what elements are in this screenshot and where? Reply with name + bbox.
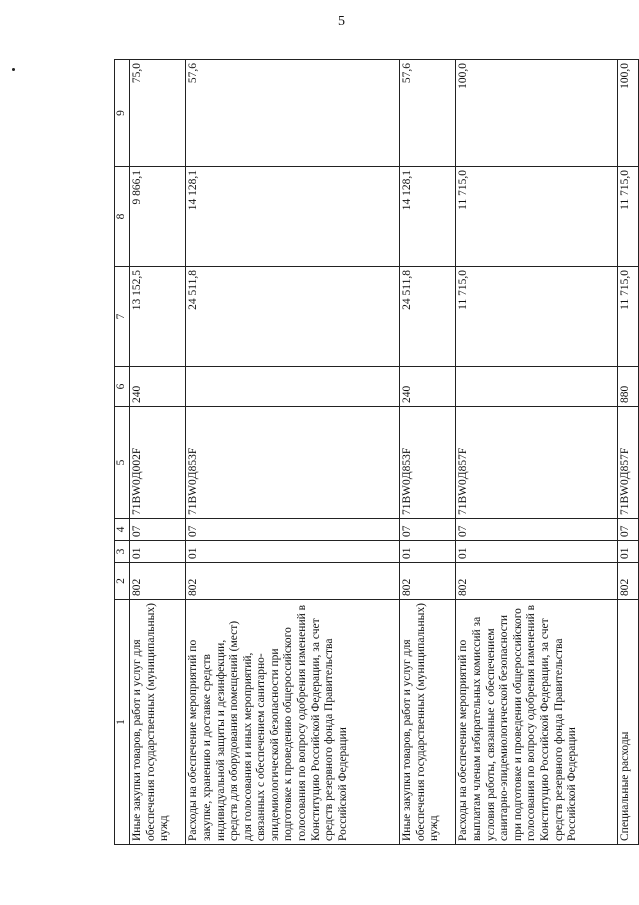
description-cell: Расходы на обеспечение мероприятий по закупке, хранению и доставке средств индивидуальной защиты и дезинфекции, средств для оборудования помещений (мест) для голосования и иных мероприятий, связанных с обеспечением санитарно-эпидемиологической безопасности при подготовке к проведению общероссийского голосования по вопросу одобрения изменений в Конституцию Российской Федерации, за счет средств резервного фонда Правительства Российской Федерации: [186, 600, 400, 845]
section-cell: 01: [186, 541, 400, 563]
expense-type-cell: 880: [617, 367, 638, 407]
table-row: [130, 60, 186, 845]
header-cell: 4: [115, 519, 130, 541]
header-cell: 7: [115, 267, 130, 367]
budget-table: [114, 59, 639, 845]
target-article-cell: 71BW0Д853F: [400, 407, 456, 519]
section-cell: 01: [617, 541, 638, 563]
page-number: 5: [338, 14, 345, 29]
percent-cell: 100,0: [617, 60, 638, 167]
section-cell: 01: [456, 541, 617, 563]
subsection-cell: 07: [130, 519, 186, 541]
planned-amount-cell: 11 715,0: [617, 267, 638, 367]
table-row: [456, 60, 617, 845]
description-cell: Расходы на обеспечение мероприятий по выплатам членам избирательных комиссий за условия работы, связанные с обеспечением санитарно-эпидемиологической безопасности при подготовке и проведении общероссийского голосования по вопросу одобрения изменений в Конституцию Российской Федерации, за счет средств резервного фонда Правительства Российской Федерации: [456, 600, 617, 845]
ministry-code-cell: 802: [130, 563, 186, 600]
subsection-cell: 07: [456, 519, 617, 541]
header-cell: 3: [115, 541, 130, 563]
header-cell: 8: [115, 167, 130, 267]
planned-amount-cell: 11 715,0: [456, 267, 617, 367]
ministry-code-cell: 802: [456, 563, 617, 600]
header-row: [115, 60, 130, 845]
planned-amount-cell: 13 152,5: [130, 267, 186, 367]
target-article-cell: 71BW0Д002F: [130, 407, 186, 519]
header-cell: 5: [115, 407, 130, 519]
rotated-table-container: [114, 60, 639, 845]
header-cell: 1: [115, 600, 130, 845]
section-cell: 01: [400, 541, 456, 563]
table-row: [400, 60, 456, 845]
actual-amount-cell: 11 715,0: [617, 167, 638, 267]
description-cell: Иные закупки товаров, работ и услуг для обеспечения государственных (муниципальных) нужд: [400, 600, 456, 845]
subsection-cell: 07: [617, 519, 638, 541]
table-row: [186, 60, 400, 845]
subsection-cell: 07: [400, 519, 456, 541]
section-cell: 01: [130, 541, 186, 563]
percent-cell: 100,0: [456, 60, 617, 167]
target-article-cell: 71BW0Д857F: [456, 407, 617, 519]
expense-type-cell: 240: [130, 367, 186, 407]
subsection-cell: 07: [186, 519, 400, 541]
planned-amount-cell: 24 511,8: [400, 267, 456, 367]
description-cell: Специальные расходы: [617, 600, 638, 845]
description-cell: Иные закупки товаров, работ и услуг для обеспечения государственных (муниципальных) нужд: [130, 600, 186, 845]
target-article-cell: 71BW0Д857F: [617, 407, 638, 519]
header-cell: 2: [115, 563, 130, 600]
table-row: [617, 60, 638, 845]
expense-type-cell: [186, 367, 400, 407]
percent-cell: 57,6: [400, 60, 456, 167]
header-cell: 9: [115, 60, 130, 167]
scan-speck: [12, 68, 15, 71]
actual-amount-cell: 9 866,1: [130, 167, 186, 267]
expense-type-cell: 240: [400, 367, 456, 407]
ministry-code-cell: 802: [617, 563, 638, 600]
actual-amount-cell: 14 128,1: [400, 167, 456, 267]
percent-cell: 57,6: [186, 60, 400, 167]
percent-cell: 75,0: [130, 60, 186, 167]
target-article-cell: 71BW0Д853F: [186, 407, 400, 519]
planned-amount-cell: 24 511,8: [186, 267, 400, 367]
actual-amount-cell: 11 715,0: [456, 167, 617, 267]
header-cell: 6: [115, 367, 130, 407]
expense-type-cell: [456, 367, 617, 407]
ministry-code-cell: 802: [186, 563, 400, 600]
ministry-code-cell: 802: [400, 563, 456, 600]
actual-amount-cell: 14 128,1: [186, 167, 400, 267]
